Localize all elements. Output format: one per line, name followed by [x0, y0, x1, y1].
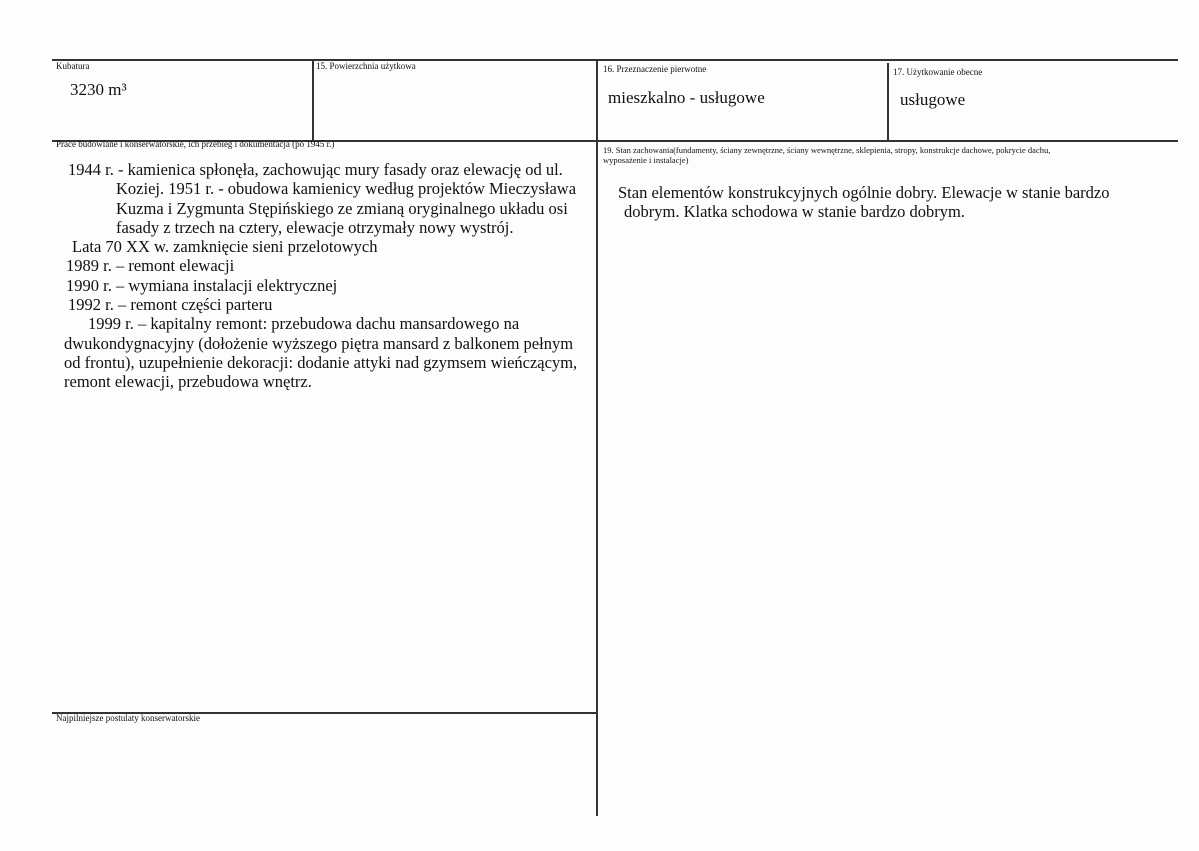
powierzchnia-label: 15. Powierzchnia użytkowa	[316, 61, 416, 71]
divider	[887, 63, 889, 142]
stan-label-line: 19. Stan zachowania(fundamenty, ściany zewnętrzne, ściany wewnętrzne, sklepienia, stropy, konstrukcje dachowe, pokrycie dachu,	[603, 145, 1051, 155]
text-line: Koziej. 1951 r. - obudowa kamienicy według projektów Mieczysława	[116, 179, 577, 199]
stan-label-line: wyposażenie i instalacje)	[603, 155, 689, 165]
text-line: Stan elementów konstrukcyjnych ogólnie dobry. Elewacje w stanie bardzo	[618, 183, 1110, 202]
text-line: dobrym. Klatka schodowa w stanie bardzo dobrym.	[624, 202, 965, 222]
text-line: Lata 70 XX w. zamknięcie sieni przelotowych	[72, 237, 378, 257]
divider	[52, 59, 1178, 61]
kubatura-value: 3230 m³	[70, 80, 127, 99]
text-line: dwukondygnacyjny (dołożenie wyższego piętra mansard z balkonem pełnym	[64, 333, 574, 353]
uzytkowanie-label: 17. Użytkowanie obecne	[893, 67, 983, 77]
postulaty-label: Najpilniejsze postulaty konserwatorskie	[56, 713, 200, 723]
text-line: od frontu), uzupełnienie dekoracji: dodanie attyki nad gzymsem wieńczącym,	[64, 352, 578, 372]
divider	[596, 59, 598, 816]
kubatura-label: Kubatura	[56, 61, 90, 71]
stan-label	[603, 145, 1050, 165]
stan-text	[618, 183, 1110, 222]
przeznaczenie-value: mieszkalno - usługowe	[608, 88, 765, 107]
przeznaczenie-label: 16. Przeznaczenie pierwotne	[603, 64, 707, 74]
prace-text	[64, 160, 578, 392]
text-line: remont elewacji, przebudowa wnętrz.	[64, 372, 312, 392]
text-line: 1992 r. – remont części parteru	[68, 295, 273, 315]
text-line: 1990 r. – wymiana instalacji elektrycznej	[66, 275, 338, 295]
text-line: Kuzma i Zygmunta Stępińskiego ze zmianą oryginalnego układu osi	[116, 198, 568, 218]
text-line: 1989 r. – remont elewacji	[66, 256, 235, 276]
uzytkowanie-value: usługowe	[900, 90, 966, 109]
divider	[312, 59, 314, 141]
prace-label: Prace budowlane i konserwatorskie, ich przebieg i dokumentacja (po 1945 r.)	[56, 139, 335, 149]
text-line: 1999 r. – kapitalny remont: przebudowa dachu mansardowego na	[88, 314, 520, 334]
text-line: 1944 r. - kamienica spłonęła, zachowując mury fasady oraz elewację od ul.	[68, 160, 563, 179]
text-line: fasady z trzech na cztery, elewacje otrzymały nowy wystrój.	[116, 217, 514, 237]
